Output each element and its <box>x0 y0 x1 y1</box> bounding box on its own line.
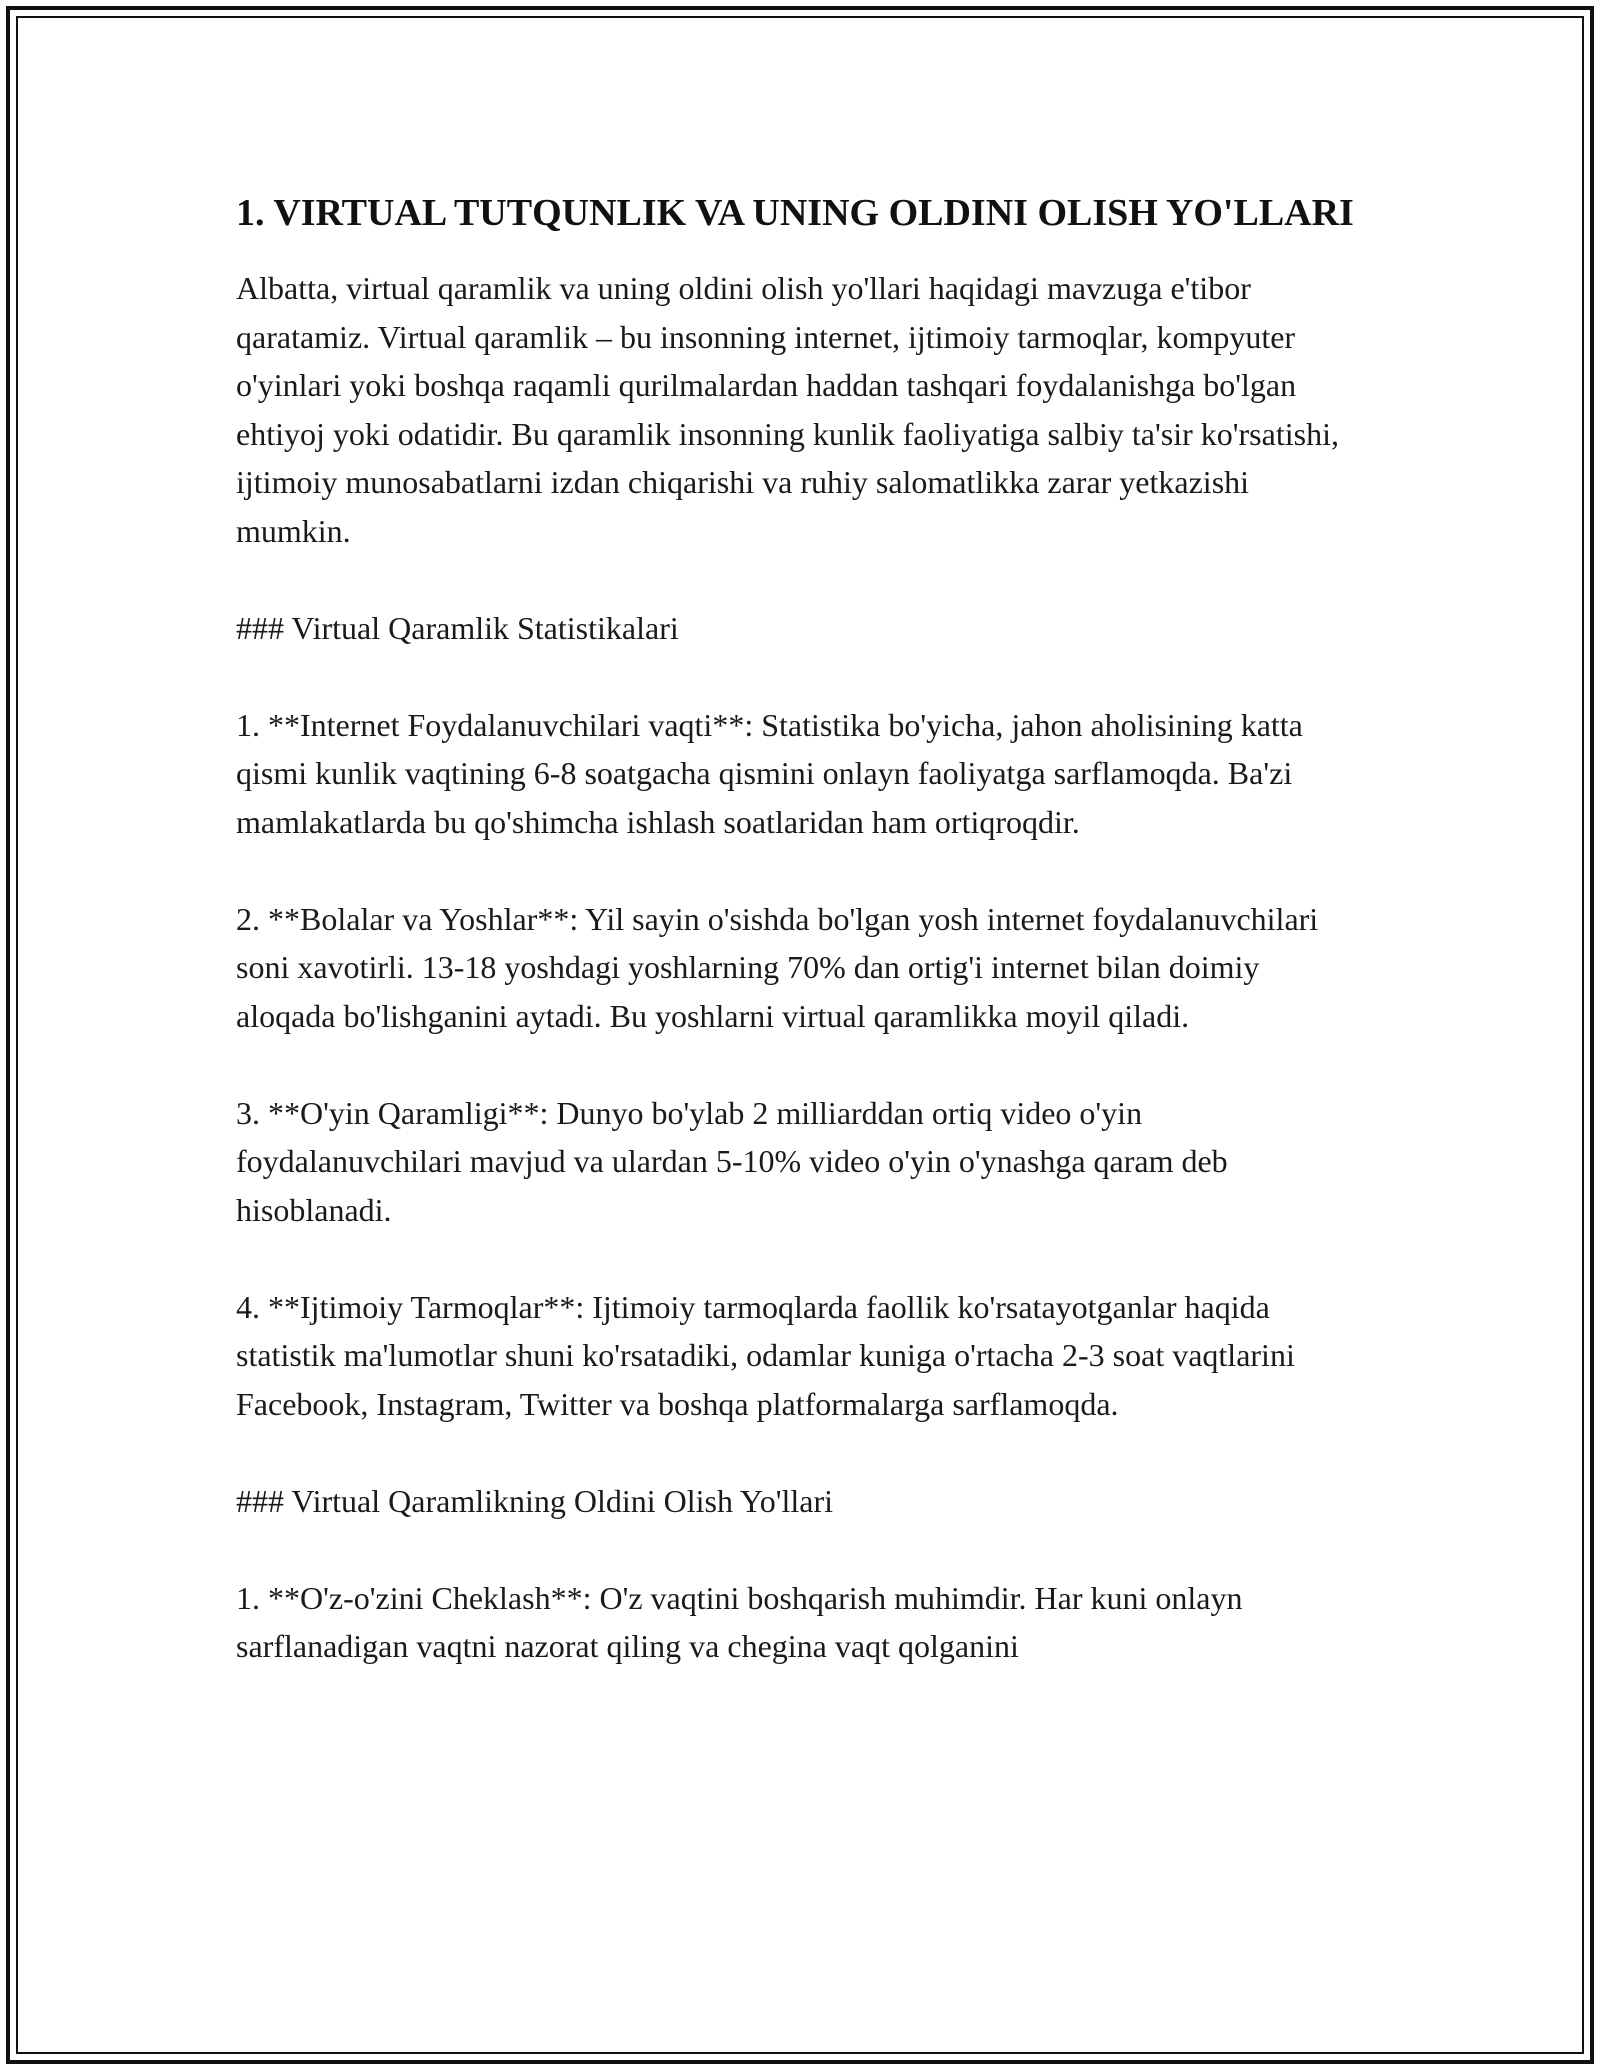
stat-item-internet-time: 1. **Internet Foydalanuvchilari vaqti**: Statistika bo'yicha, jahon aholisining katta qismi kunlik vaqtining 6-8 soatgacha qismini onlayn faoliyatga sarflamoqda. Ba'zi mamlakatlarda bu qo'shimcha ishlash soatlaridan ham ortiqroqdir. <box>236 706 1303 840</box>
stat-item-youth: 2. **Bolalar va Yoshlar**: Yil sayin o'sishda bo'lgan yosh internet foydalanuvchilari soni xavotirli. 13-18 yoshdagi yoshlarning 70% dan ortig'i internet bilan doimiy aloqada bo'lishganini aytadi. Bu yoshlarni virtual qaramlikka moyil qiladi. <box>236 900 1319 1034</box>
prevention-item-self-limit: 1. **O'z-o'zini Cheklash**: O'z vaqtini boshqarish muhimdir. Har kuni onlayn sarflanadigan vaqtni nazorat qiling va chegina vaqt qolganini <box>236 1579 1243 1664</box>
document-body <box>236 186 1366 1719</box>
intro-paragraph: Albatta, virtual qaramlik va uning oldini olish yo'llari haqidagi mavzuga e'tibor qaratamiz. Virtual qaramlik – bu insonning internet, ijtimoiy tarmoqlar, kompyuter o'yinlari yoki boshqa raqamli qurilmalardan haddan tashqari foydalanishga bo'lgan ehtiyoj yoki odatidir. Bu qaramlik insonning kunlik faoliyatiga salbiy ta'sir ko'rsatishi, ijtimoiy munosabatlarni izdan chiqarishi va ruhiy salomatlikka zarar yetkazishi mumkin. <box>236 270 1339 549</box>
section-heading-prevention: ### Virtual Qaramlikning Oldini Olish Yo'llari <box>236 1482 834 1519</box>
section-heading-statistics: ### Virtual Qaramlik Statistikalari <box>236 609 679 646</box>
stat-item-social-networks: 4. **Ijtimoiy Tarmoqlar**: Ijtimoiy tarmoqlarda faollik ko'rsatayotganlar haqida statistik ma'lumotlar shuni ko'rsatadiki, odamlar kuniga o'rtacha 2-3 soat vaqtlarini Facebook, Instagram, Twitter va boshqa platformalarga sarflamoqda. <box>236 1288 1295 1422</box>
page-title: 1. VIRTUAL TUTQUNLIK VA UNING OLDINI OLISH YO'LLARI <box>236 192 1354 234</box>
stat-item-gaming: 3. **O'yin Qaramligi**: Dunyo bo'ylab 2 milliarddan ortiq video o'yin foydalanuvchilari mavjud va ulardan 5-10% video o'yin o'ynashga qaram deb hisoblanadi. <box>236 1094 1228 1228</box>
